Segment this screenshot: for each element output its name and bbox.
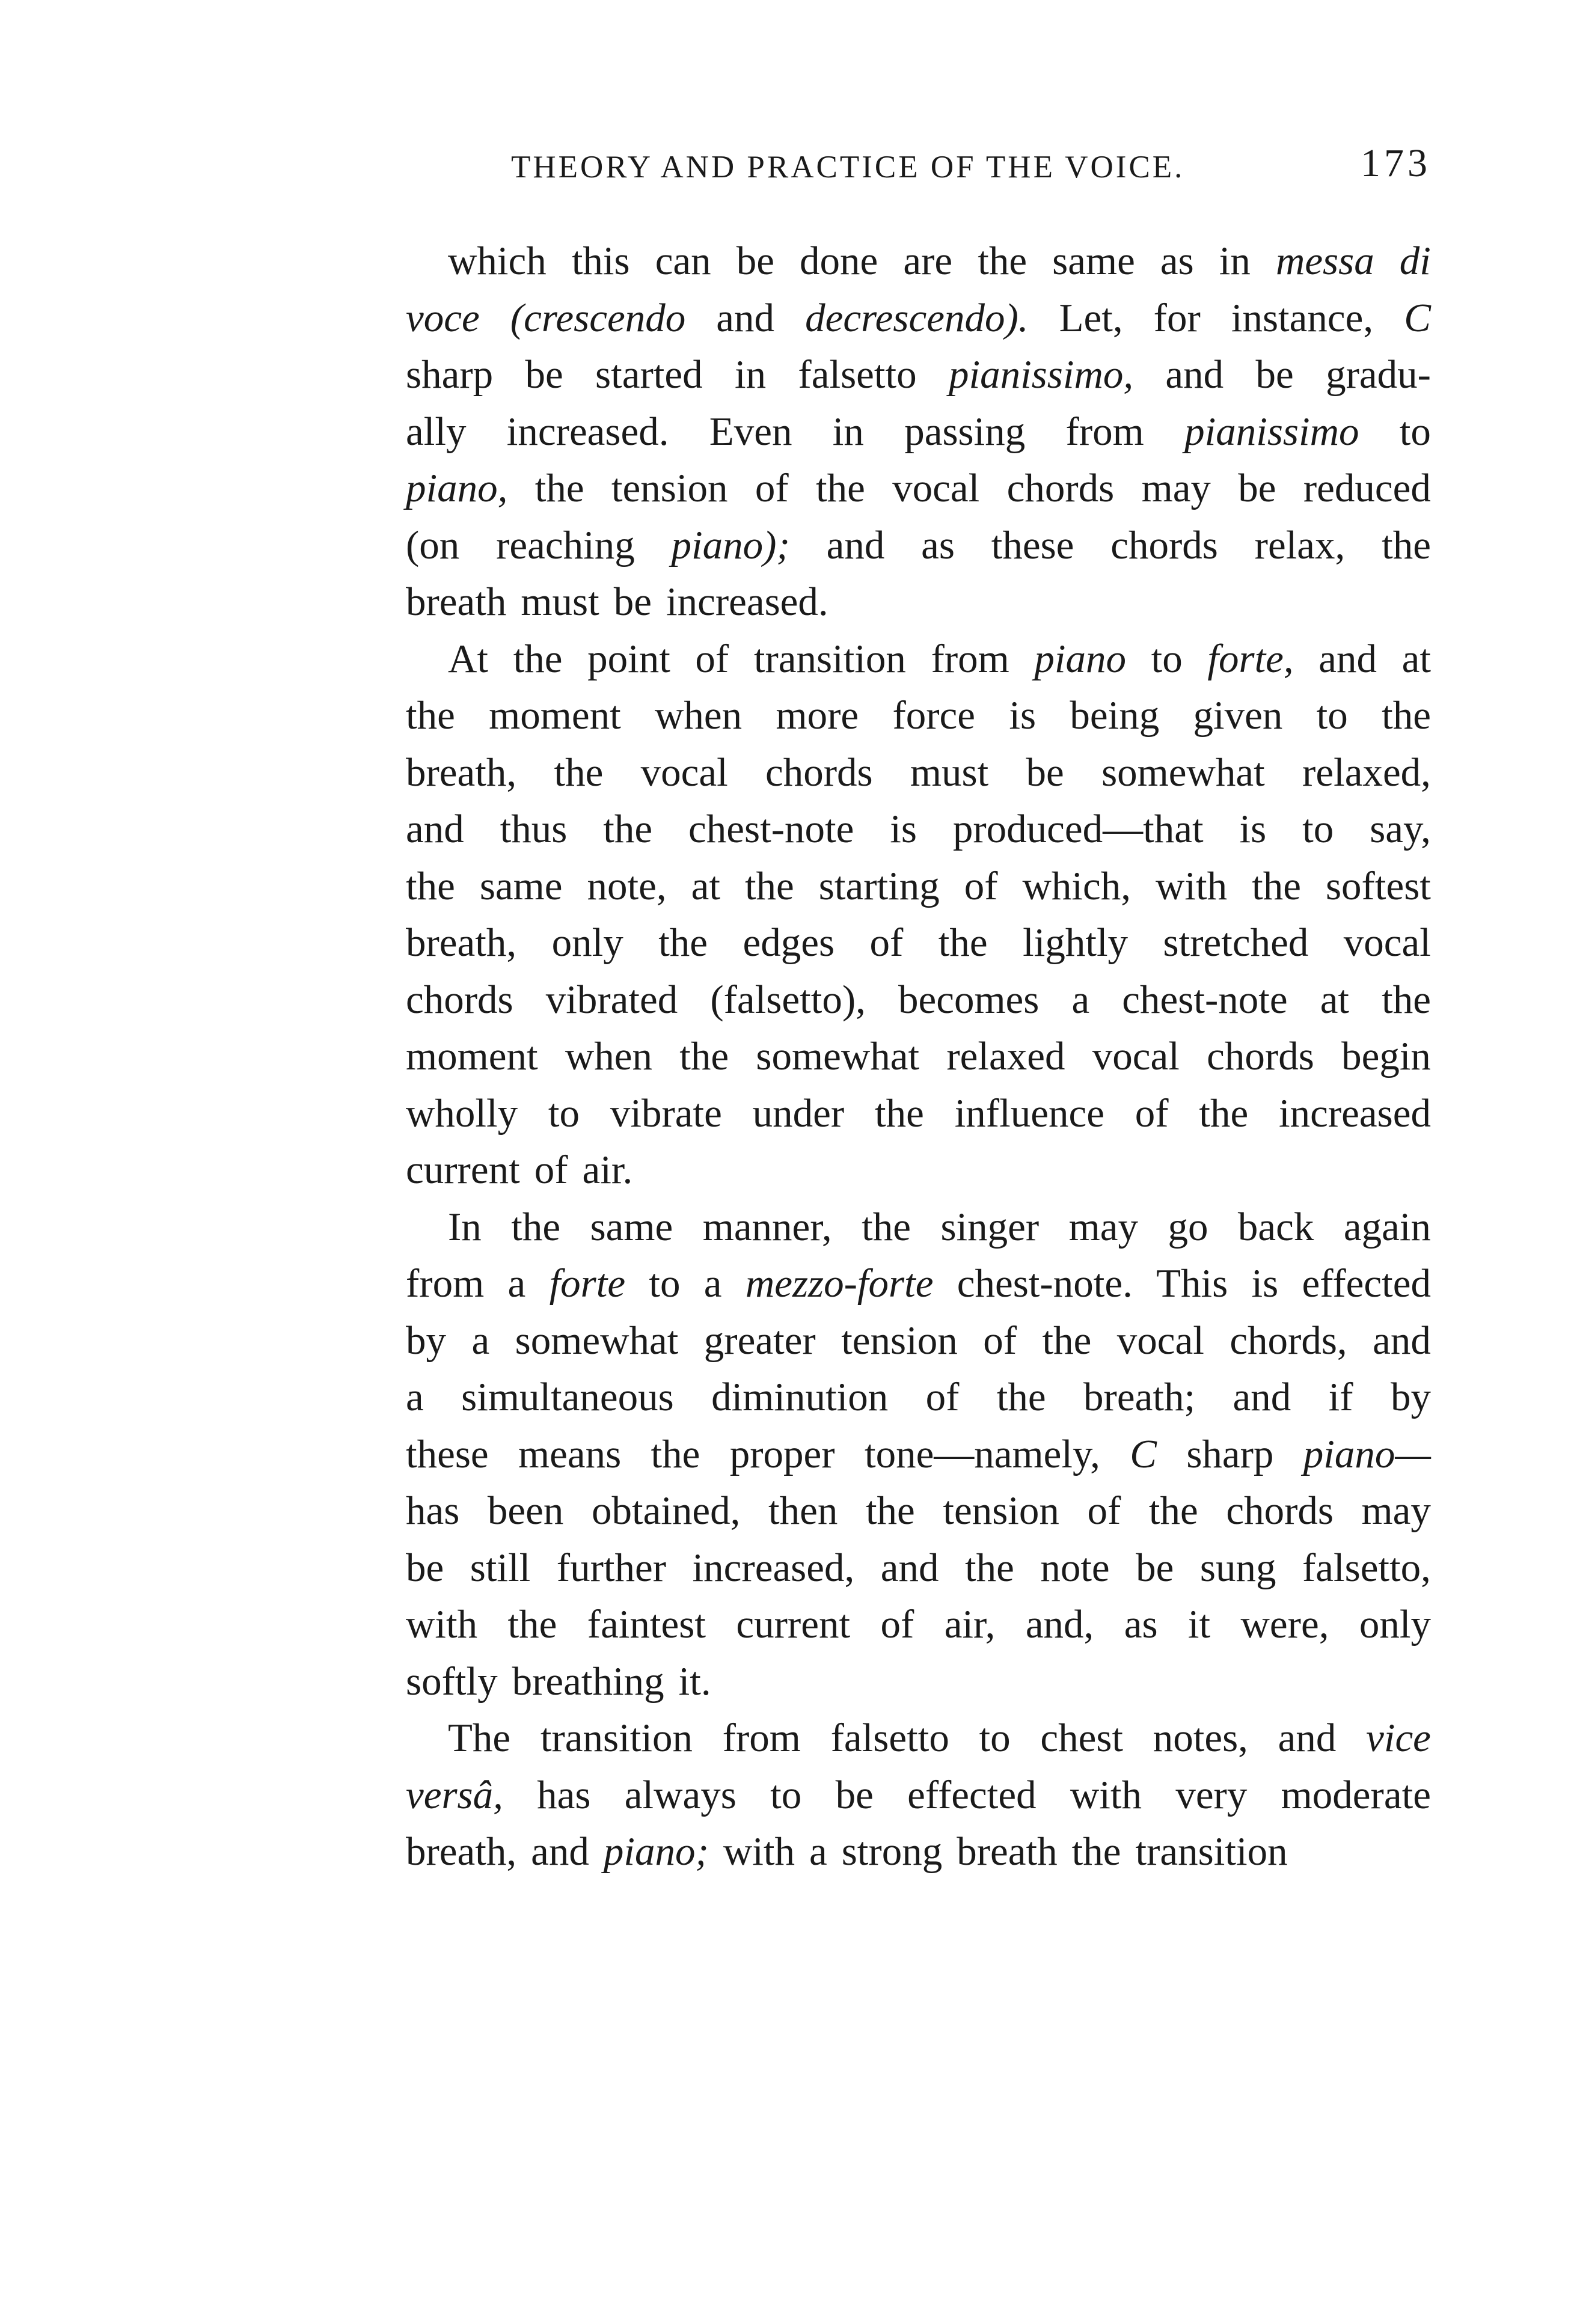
text-line: with the faintest current of air, and, as it were, only: [406, 1602, 1431, 1647]
text-line: moment when the somewhat relaxed vocal chords begin: [406, 1034, 1431, 1078]
paragraph: [406, 631, 1431, 1199]
paragraph: [406, 1199, 1431, 1710]
text-line: sharp be started in falsetto pianissimo, and be gradu-: [406, 352, 1431, 397]
text-line: breath, only the edges of the lightly stretched vocal: [406, 920, 1431, 965]
text-line: The transition from falsetto to chest notes, and vice: [448, 1716, 1431, 1760]
text-line: has been obtained, then the tension of the chords may: [406, 1488, 1431, 1533]
text-line: versâ, has always to be effected with very moderate: [406, 1772, 1431, 1817]
text-line: be still further increased, and the note be sung falsetto,: [406, 1545, 1431, 1590]
paragraph: [406, 233, 1431, 631]
text-line: piano, the tension of the vocal chords may be reduced: [406, 466, 1431, 510]
text-line: from a forte to a mezzo-forte chest-note. This is effected: [406, 1261, 1431, 1306]
text-line: chords vibrated (falsetto), becomes a chest-note at the: [406, 977, 1431, 1022]
text-line: At the point of transition from piano to forte, and at: [448, 636, 1431, 681]
text-line: wholly to vibrate under the influence of the increased: [406, 1090, 1431, 1136]
running-head: [511, 143, 1431, 191]
text-line: and thus the chest-note is produced—that is to say,: [406, 807, 1431, 851]
text-line: voce (crescendo and decrescendo). Let, for instance, C: [406, 295, 1431, 340]
text-line: breath, and piano; with a strong breath the transition: [406, 1829, 1288, 1874]
running-title: THEORY AND PRACTICE OF THE VOICE.: [511, 150, 1185, 185]
text-line: by a somewhat greater tension of the vocal chords, and: [406, 1318, 1431, 1363]
text-line: ally increased. Even in passing from pianissimo to: [406, 409, 1431, 454]
text-line: current of air.: [406, 1148, 633, 1192]
text-line: In the same manner, the singer may go back again: [448, 1204, 1431, 1249]
text-line: these means the proper tone—namely, C sharp piano—: [406, 1431, 1431, 1476]
text-line: which this can be done are the same as in messa di: [448, 239, 1431, 283]
body-text: [406, 233, 1431, 1880]
text-line: the same note, at the starting of which, with the softest: [406, 863, 1431, 908]
text-line: the moment when more force is being given to the: [406, 693, 1431, 738]
text-line: a simultaneous diminution of the breath; and if by: [406, 1375, 1431, 1419]
text-line: (on reaching piano); and as these chords relax, the: [406, 522, 1431, 567]
text-line: breath, the vocal chords must be somewhat relaxed,: [406, 750, 1431, 795]
text-line: breath must be increased.: [406, 579, 828, 624]
paragraph: [406, 1710, 1431, 1880]
page-number: 173: [1361, 141, 1431, 185]
text-line: softly breathing it.: [406, 1659, 711, 1704]
